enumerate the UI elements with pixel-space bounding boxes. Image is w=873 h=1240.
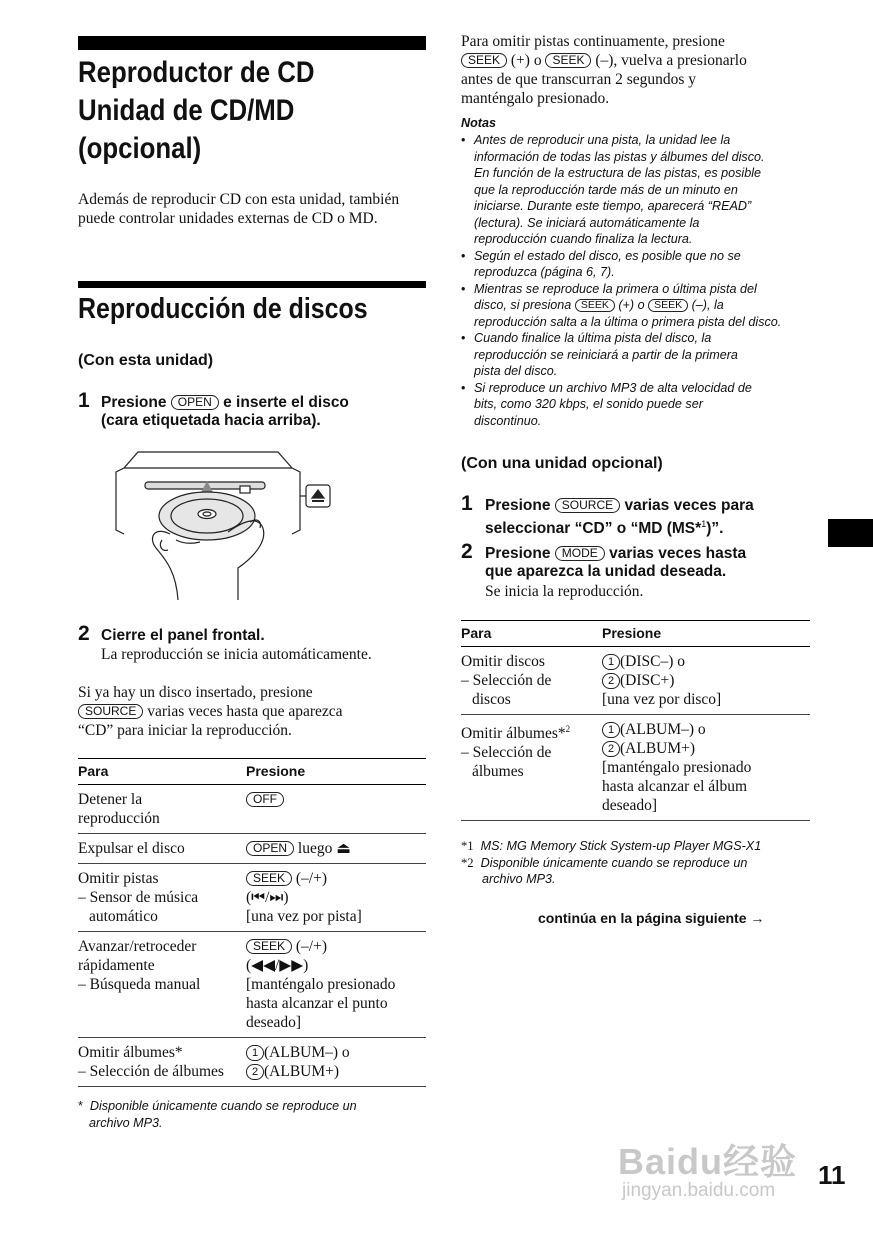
number-2-key: 2 xyxy=(602,673,620,689)
page-title: Reproductor de CD Unidad de CD/MD (opcional) xyxy=(78,56,315,165)
seek-key: SEEK xyxy=(461,53,507,68)
step2-title: Cierre el panel frontal. xyxy=(101,627,265,644)
title-bar xyxy=(78,36,426,50)
subheading-optional-unit: (Con una unidad opcional) xyxy=(461,455,663,472)
continue-label: continúa en la página siguiente → xyxy=(538,910,765,926)
table-row: Omitir discos – Selección de discos 1 (DISC–) o 2 (DISC+) [una vez por disco] xyxy=(461,647,810,715)
table-row: Detener la reproducción OFF xyxy=(78,785,426,834)
left-footnote: * Disponible únicamente cuando se reproduce un archivo MP3. xyxy=(78,1099,357,1130)
source-paragraph: Si ya hay un disco insertado, presione SOURCE varias veces hasta que aparezca “CD” para iniciar la reproducción. xyxy=(78,684,343,739)
right-step1-text: Presione SOURCE varias veces para seleccionar “CD” o “MD (MS*$^1$)”. xyxy=(485,497,754,538)
open-key: OPEN xyxy=(171,395,219,410)
step2-desc: La reproducción se inicia automáticamente. xyxy=(101,646,372,663)
number-1-key: 1 xyxy=(602,722,620,738)
right-step2-desc: Se inicia la reproducción. xyxy=(485,583,644,600)
number-1-key: 1 xyxy=(246,1045,264,1061)
seek-key: SEEK xyxy=(545,53,591,68)
right-controls-table xyxy=(461,620,810,821)
table-row: Omitir pistas – Sensor de música automático SEEK (–/+) (⏮/⏭) [una vez por pista] xyxy=(78,864,426,932)
seek-key: SEEK xyxy=(648,299,688,312)
step1-number: 1 xyxy=(78,389,90,412)
col-para: Para xyxy=(78,759,246,785)
mode-key: MODE xyxy=(555,546,605,561)
page-number: 11 xyxy=(818,1160,846,1190)
open-key: OPEN xyxy=(246,841,294,856)
right-step2-text: Presione MODE varias veces hasta que aparezca la unidad deseada. xyxy=(485,545,747,580)
table-row: Expulsar el disco OPEN luego ⏏ xyxy=(78,834,426,864)
section-title: Reproducción de discos xyxy=(78,293,368,325)
subheading-this-unit: (Con esta unidad) xyxy=(78,352,214,369)
right-step1-number: 1 xyxy=(461,492,473,515)
seek-key: SEEK xyxy=(246,939,292,954)
watermark-logo: Baidu经验 xyxy=(618,1141,798,1182)
col-para: Para xyxy=(461,621,602,647)
section-bar xyxy=(78,281,426,288)
table-row: Avanzar/retroceder rápidamente – Búsqueda manual SEEK (–/+) (◀◀/▶▶) [manténgalo presionado hasta alcanzar el punto deseado] xyxy=(78,932,426,1038)
cd-insert-illustration xyxy=(110,448,335,606)
list-item: • Según el estado del disco, es posible que no se reproduzca (página 6, 7). xyxy=(461,248,813,281)
off-key: OFF xyxy=(246,792,284,807)
left-controls-table xyxy=(78,758,426,1087)
list-item: • Si reproduce un archivo MP3 de alta velocidad de bits, como 320 kbps, el sonido puede ser discontinuo. xyxy=(461,380,813,430)
source-key: SOURCE xyxy=(555,498,620,513)
right-step2-number: 2 xyxy=(461,540,473,563)
col-presione: Presione xyxy=(602,621,810,647)
source-key: SOURCE xyxy=(78,704,143,719)
number-2-key: 2 xyxy=(602,741,620,757)
notes-list xyxy=(461,132,813,429)
list-item: • Mientras se reproduce la primera o última pista del disco, si presiona SEEK (+) o SEEK (–), la reproducción salta a la última o primera pista del disco. xyxy=(461,281,813,331)
edge-tab xyxy=(828,519,873,547)
watermark-url: jingyan.baidu.com xyxy=(622,1180,776,1201)
seek-key: SEEK xyxy=(575,299,615,312)
step2-number: 2 xyxy=(78,622,90,645)
table-row: Omitir álbumes* – Selección de álbumes 1 (ALBUM–) o 2 (ALBUM+) xyxy=(78,1038,426,1087)
right-footnotes: *1 MS: MG Memory Stick System-up Player MGS-X1 *2 Disponible únicamente cuando se reproduce un archivo MP3. xyxy=(461,839,762,886)
list-item: • Antes de reproducir una pista, la unidad lee la información de todas las pistas y álbumes del disco. En función de la estructura de las pistas, es posible que la reproducción tarde más de un minuto en iniciarse. Durante este tiempo, aparecerá “READ” (lectura). Se iniciará automáticamente la reproducción cuando finaliza la lectura. xyxy=(461,132,813,248)
seek-intro: Para omitir pistas continuamente, presione SEEK (+) o SEEK (–), vuelva a presionarlo antes de que transcurran 2 segundos y manténgalo presionado. xyxy=(461,33,747,107)
intro-text: Además de reproducir CD con esta unidad, también puede controlar unidades externas de CD o MD. xyxy=(78,191,400,227)
number-2-key: 2 xyxy=(246,1064,264,1080)
step1-text: Presione OPEN e inserte el disco (cara etiquetada hacia arriba). xyxy=(101,394,349,429)
seek-key: SEEK xyxy=(246,871,292,886)
table-row: Omitir álbumes*$^2$ – Selección de álbumes 1 (ALBUM–) o 2 (ALBUM+) [manténgalo presionado hasta alcanzar el álbum deseado] xyxy=(461,715,810,821)
list-item: • Cuando finalice la última pista del disco, la reproducción se reiniciará a partir de la primera pista del disco. xyxy=(461,330,813,380)
col-presione: Presione xyxy=(246,759,426,785)
number-1-key: 1 xyxy=(602,654,620,670)
notes-title: Notas xyxy=(461,116,496,130)
